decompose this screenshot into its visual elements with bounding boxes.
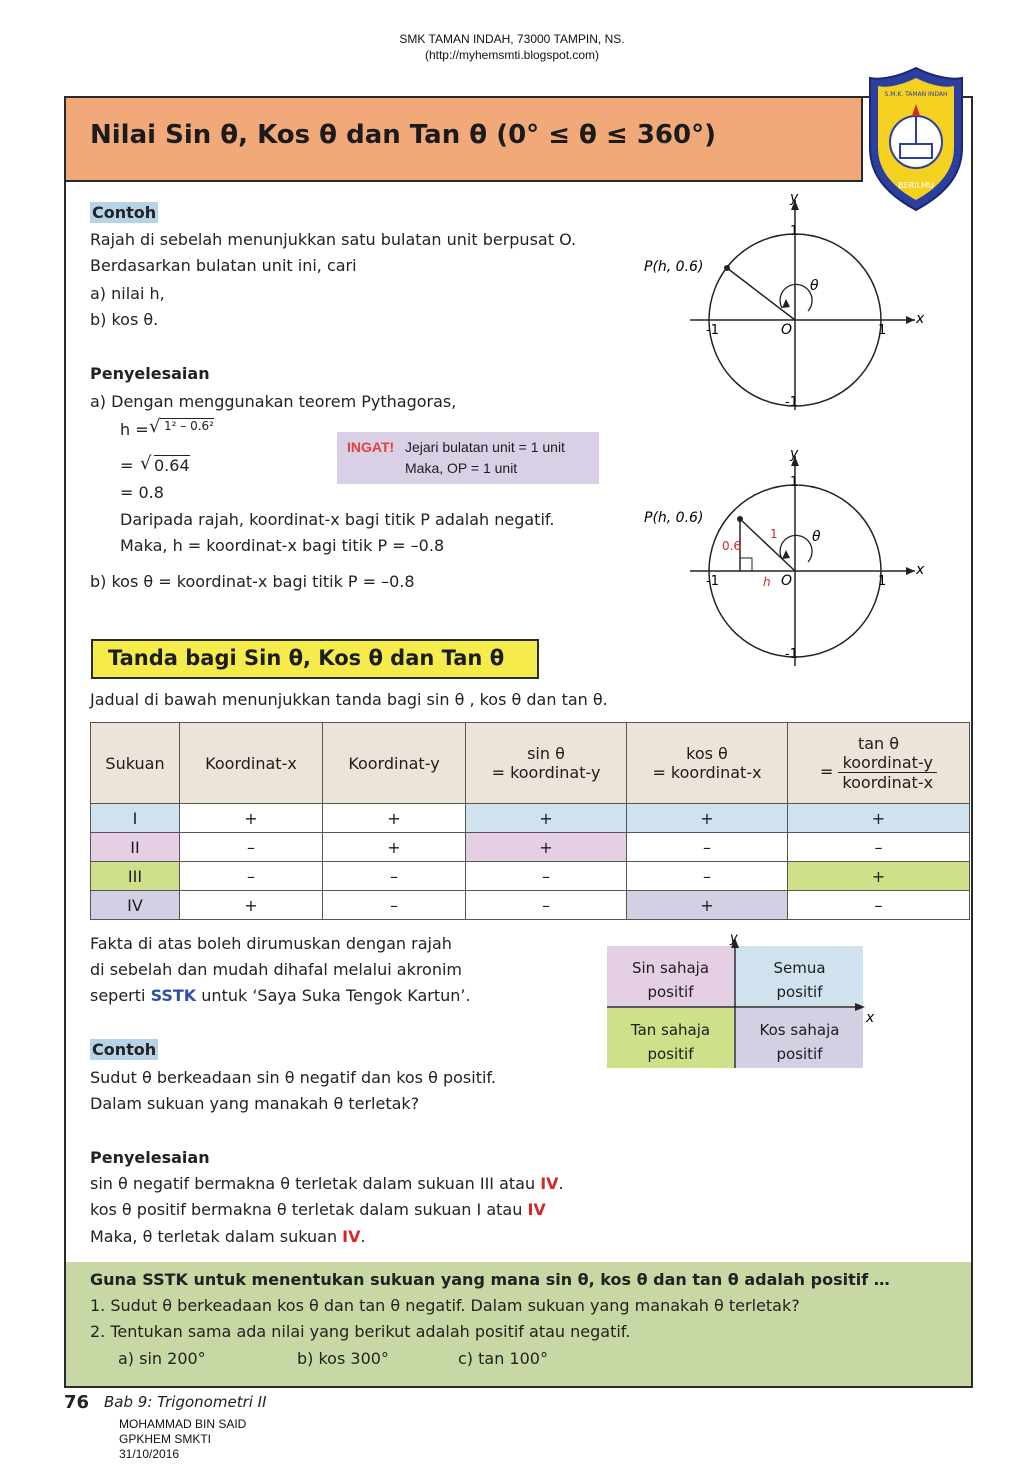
cell-sign: + <box>627 891 788 920</box>
cell-sign: + <box>180 804 323 833</box>
cell-sign: + <box>323 804 466 833</box>
cell-quadrant: II <box>91 833 180 862</box>
ingat-line: Maka, OP = 1 unit <box>405 460 518 476</box>
cell-sign: + <box>466 804 627 833</box>
school-name: SMK TAMAN INDAH, 73000 TAMPIN, NS. <box>399 32 625 46</box>
tick-label: 1 <box>790 224 799 239</box>
y-axis-label: y <box>790 190 799 206</box>
ingat-box <box>337 432 599 484</box>
contoh-line: Rajah di sebelah menunjukkan satu bulatan unit berpusat O. <box>90 230 577 249</box>
exercise-part: c) tan 100° <box>458 1349 548 1368</box>
origin-label: O <box>781 322 793 338</box>
cell-sign: – <box>627 833 788 862</box>
tick-label: 1 <box>878 574 887 589</box>
cell-sign: + <box>466 833 627 862</box>
cell-quadrant: I <box>91 804 180 833</box>
exercise-question: 1. Sudut θ berkeadaan kos θ dan tan θ negatif. Dalam sukuan yang manakah θ terletak? <box>90 1296 800 1315</box>
adjacent-label: h <box>763 575 771 589</box>
contoh-heading: Contoh <box>92 203 157 222</box>
cell-sign: – <box>788 891 970 920</box>
solution-line: b) kos θ = koordinat-x bagi titik P = –0.8 <box>90 572 415 591</box>
logo-top-text: S.M.K. TAMAN INDAH <box>884 91 948 98</box>
cell-sign: – <box>323 862 466 891</box>
exercise-part: b) kos 300° <box>297 1349 389 1368</box>
header-sin: sin θ = koordinat-y <box>466 723 627 804</box>
cell-sign: + <box>627 804 788 833</box>
cell-quadrant: III <box>91 862 180 891</box>
opposite-label: 0.6 <box>722 539 742 553</box>
fakta-line: seperti SSTK untuk ‘Saya Suka Tengok Kartun’. <box>90 986 471 1005</box>
fakta-line: Fakta di atas boleh dirumuskan dengan rajah <box>90 934 452 953</box>
radius-label: 1 <box>770 527 778 541</box>
unit-circle-triangle-diagram <box>640 446 940 676</box>
solution-eq2: = <box>120 456 134 475</box>
x-axis-label: x <box>916 562 925 578</box>
header-koordinat-y: Koordinat-y <box>323 723 466 804</box>
solution-line: sin θ negatif bermakna θ terletak dalam sukuan III atau IV. <box>90 1174 564 1193</box>
table-header-row <box>91 723 970 804</box>
header-sukuan: Sukuan <box>91 723 180 804</box>
author: MOHAMMAD BIN SAID <box>119 1417 247 1431</box>
tick-label: -1 <box>706 574 719 589</box>
cell-quadrant: IV <box>91 891 180 920</box>
point-label: P(h, 0.6) <box>644 510 704 526</box>
date: 31/10/2016 <box>119 1447 180 1461</box>
y-axis-label: y <box>790 446 799 462</box>
solution-eq3: = 0.8 <box>120 483 164 502</box>
origin-label: O <box>781 573 793 589</box>
unit-circle-diagram <box>640 190 940 420</box>
signs-table <box>90 722 970 920</box>
solution-radicand: 0.64 <box>154 456 190 475</box>
solution-heading: Penyelesaian <box>90 364 210 383</box>
ingat-line: Jejari bulatan unit = 1 unit <box>405 439 565 455</box>
cell-sign: + <box>788 862 970 891</box>
contoh-line: Berdasarkan bulatan unit ini, cari <box>90 256 357 275</box>
table-row <box>91 862 970 891</box>
tick-label: -1 <box>785 647 798 662</box>
cell-sign: – <box>466 891 627 920</box>
cell-sign: – <box>323 891 466 920</box>
section-intro: Jadual di bawah menunjukkan tanda bagi sin θ , kos θ dan tan θ. <box>90 690 608 709</box>
cell-sign: + <box>323 833 466 862</box>
cell-sign: + <box>788 804 970 833</box>
cell-sign: – <box>627 862 788 891</box>
blog-url: (http://myhemsmti.blogspot.com) <box>424 48 600 62</box>
quadrant-iv-cell: Kos sahaja positif <box>736 1008 863 1068</box>
cell-sign: – <box>180 862 323 891</box>
tick-label: -1 <box>785 395 798 410</box>
sqrt-icon: √ <box>140 453 152 474</box>
page-title: Nilai Sin θ, Kos θ dan Tan θ (0° ≤ θ ≤ 360°) <box>90 120 716 150</box>
solution-line: Maka, h = koordinat-x bagi titik P = –0.8 <box>120 536 445 555</box>
logo-motto: BERILMU <box>898 181 934 190</box>
solution-line: Daripada rajah, koordinat-x bagi titik P adalah negatif. <box>120 510 555 529</box>
header-kos: kos θ = koordinat-x <box>627 723 788 804</box>
contoh-line: Dalam sukuan yang manakah θ terletak? <box>90 1094 420 1113</box>
author-position: GPKHEM SMKTI <box>119 1432 212 1446</box>
y-axis-label: y <box>730 931 738 946</box>
solution-line: Maka, θ terletak dalam sukuan IV. <box>90 1227 366 1246</box>
solution-radicand: 1² – 0.6² <box>160 418 214 433</box>
contoh-heading: Contoh <box>92 1040 157 1059</box>
contoh-line: a) nilai h, <box>90 284 165 303</box>
section-title: Tanda bagi Sin θ, Kos θ dan Tan θ <box>108 646 505 670</box>
contoh-line: Sudut θ berkeadaan sin θ negatif dan kos θ positif. <box>90 1068 496 1087</box>
tick-label: 1 <box>878 323 887 338</box>
quadrant-ii-cell: Sin sahaja positif <box>607 946 734 1006</box>
tick-label: -1 <box>706 323 719 338</box>
theta-label: θ <box>812 529 821 545</box>
exercise-part: a) sin 200° <box>118 1349 206 1368</box>
solution-h-eq: h = <box>120 420 149 439</box>
exercise-box <box>66 1262 971 1386</box>
contoh-line: b) kos θ. <box>90 310 159 329</box>
x-axis-label: x <box>866 1010 875 1026</box>
solution-line: a) Dengan menggunakan teorem Pythagoras, <box>90 392 457 411</box>
ingat-label: INGAT! <box>347 439 395 455</box>
acronym: SSTK <box>150 986 197 1005</box>
header-koordinat-x: Koordinat-x <box>180 723 323 804</box>
fakta-line: di sebelah dan mudah dihafal melalui akronim <box>90 960 463 979</box>
theta-label: θ <box>810 278 819 294</box>
sstk-axes <box>600 930 890 1075</box>
cell-sign: – <box>180 833 323 862</box>
cell-sign: + <box>180 891 323 920</box>
page-number: 76 <box>64 1392 90 1413</box>
x-axis-label: x <box>916 311 925 327</box>
table-row <box>91 891 970 920</box>
quadrant-iii-cell: Tan sahaja positif <box>607 1008 734 1068</box>
point-label: P(h, 0.6) <box>644 259 704 275</box>
sqrt-icon: √ <box>149 416 161 437</box>
table-row <box>91 833 970 862</box>
quadrant-i-cell: Semua positif <box>736 946 863 1006</box>
exercise-question: 2. Tentukan sama ada nilai yang berikut adalah positif atau negatif. <box>90 1322 631 1341</box>
solution-line: kos θ positif bermakna θ terletak dalam sukuan I atau IV <box>90 1200 546 1219</box>
cell-sign: – <box>788 833 970 862</box>
cell-sign: – <box>466 862 627 891</box>
exercise-heading: Guna SSTK untuk menentukan sukuan yang mana sin θ, kos θ dan tan θ adalah positif … <box>90 1270 890 1289</box>
chapter-label: Bab 9: Trigonometri II <box>104 1393 267 1411</box>
tick-label: 1 <box>790 475 799 490</box>
solution-heading: Penyelesaian <box>90 1148 210 1167</box>
table-row <box>91 804 970 833</box>
header-tan: tan θ = $\frac{\text{koordinat-y}}{\text{koordinat-x}}$ <box>788 723 970 804</box>
